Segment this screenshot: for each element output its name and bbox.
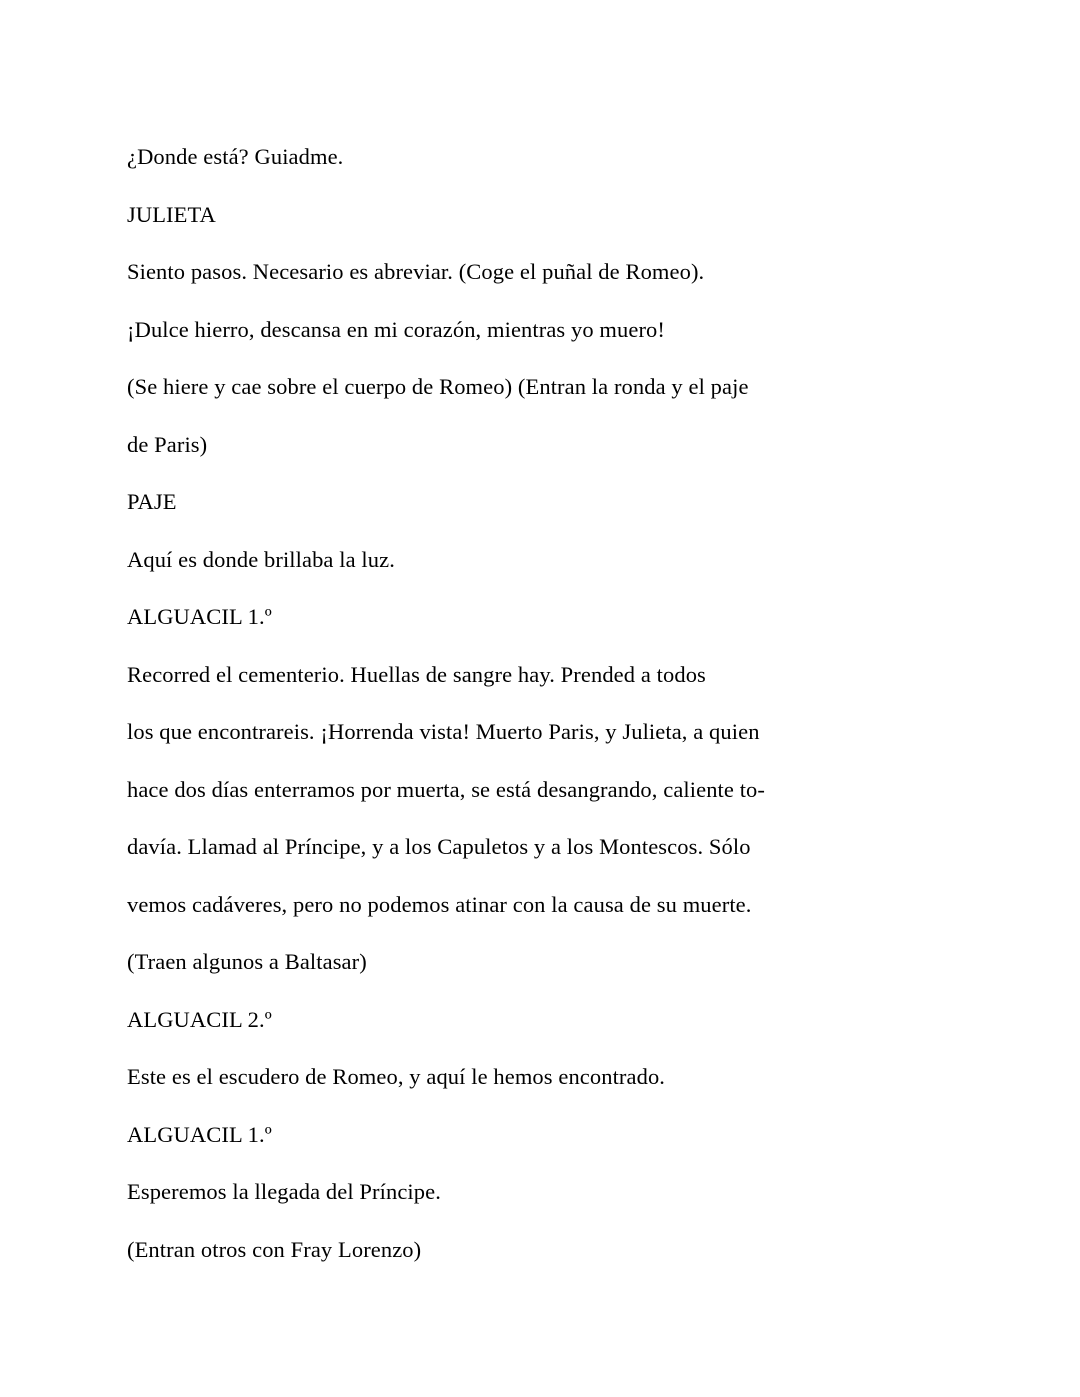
stage-direction: (Traen algunos a Baltasar) <box>127 949 367 974</box>
speaker-heading: PAJE <box>127 489 177 514</box>
text-line: Recorred el cementerio. Huellas de sangre hay. Prended a todos <box>127 661 706 687</box>
text-line: Aquí es donde brillaba la luz. <box>127 546 395 572</box>
speaker-heading: ALGUACIL 1.º <box>127 604 272 629</box>
speaker-heading: ALGUACIL 2.º <box>127 1006 272 1032</box>
stage-direction: (Se hiere y cae sobre el cuerpo de Romeo) (Entran la ronda y el paje <box>127 374 749 399</box>
text-line: ¡Dulce hierro, descansa en mi corazón, mientras yo muero! <box>127 316 665 342</box>
stage-direction: (Entran otros con Fray Lorenzo) <box>127 1236 422 1262</box>
text-line: Esperemos la llegada del Príncipe. <box>127 1179 441 1204</box>
text-line: los que encontrareis. ¡Horrenda vista! Muerto Paris, y Julieta, a quien <box>127 719 760 744</box>
stage-direction: de Paris) <box>127 431 208 457</box>
text-line: hace dos días enterramos por muerta, se está desangrando, caliente to- <box>127 776 765 802</box>
text-line: Siento pasos. Necesario es abreviar. (Coge el puñal de Romeo). <box>127 259 705 284</box>
text-line: davía. Llamad al Príncipe, y a los Capuletos y a los Montescos. Sólo <box>127 834 751 859</box>
text-line: ¿Donde está? Guiadme. <box>127 144 344 169</box>
speaker-heading: ALGUACIL 1.º <box>127 1121 272 1147</box>
text-line: Este es el escudero de Romeo, y aquí le hemos encontrado. <box>127 1064 666 1089</box>
speaker-heading: JULIETA <box>127 201 216 227</box>
text-line: vemos cadáveres, pero no podemos atinar con la causa de su muerte. <box>127 891 752 917</box>
